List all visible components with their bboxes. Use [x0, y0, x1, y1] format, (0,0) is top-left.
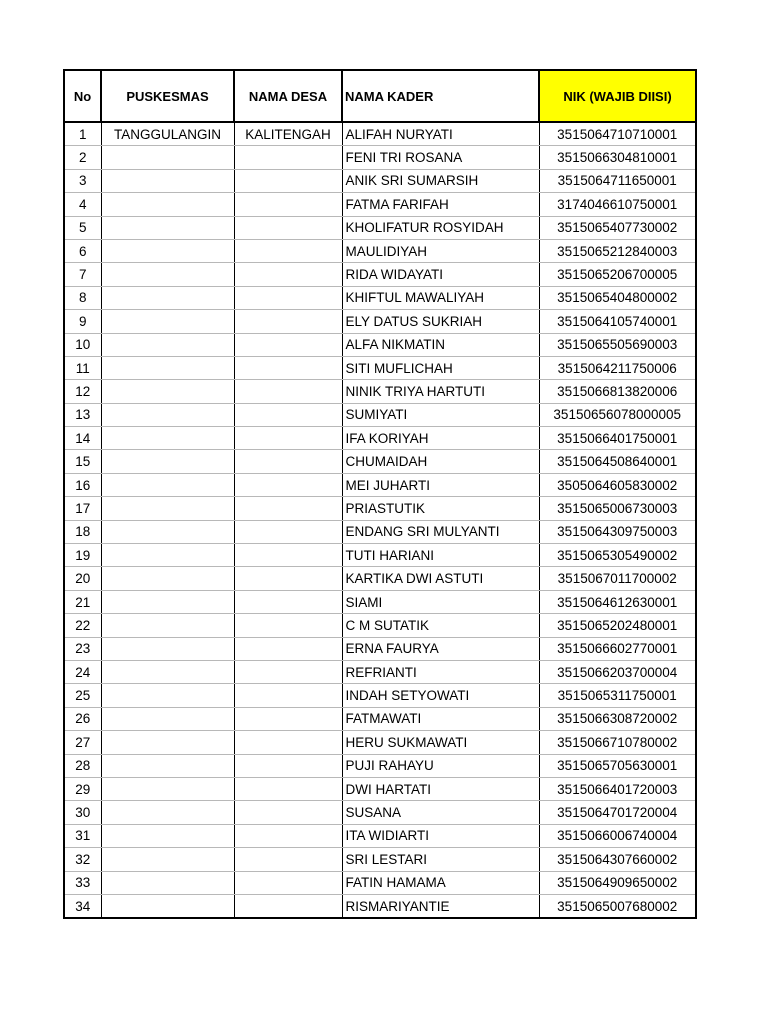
cell-puskesmas: [101, 403, 234, 426]
cell-nik: 3515064711650001: [539, 169, 696, 192]
cell-puskesmas: [101, 380, 234, 403]
table-row: [64, 520, 696, 543]
cell-no: 25: [64, 684, 101, 707]
table-row: [64, 637, 696, 660]
cell-nik: 3515066813820006: [539, 380, 696, 403]
cell-puskesmas: [101, 637, 234, 660]
cell-nama-desa: [234, 848, 342, 871]
cell-puskesmas: [101, 567, 234, 590]
cell-nik: 3515065505690003: [539, 333, 696, 356]
cell-puskesmas: [101, 193, 234, 216]
cell-no: 6: [64, 239, 101, 262]
cell-nik: 3515066401750001: [539, 427, 696, 450]
cell-nama-kader: NINIK TRIYA HARTUTI: [342, 380, 539, 403]
cell-nama-desa: [234, 450, 342, 473]
cell-nama-desa: [234, 193, 342, 216]
table-row: [64, 707, 696, 730]
cell-nik: 3515064105740001: [539, 310, 696, 333]
cell-no: 15: [64, 450, 101, 473]
table-row: [64, 380, 696, 403]
cell-nama-kader: SRI LESTARI: [342, 848, 539, 871]
table-row: [64, 801, 696, 824]
cell-nama-desa: [234, 239, 342, 262]
table-row: [64, 216, 696, 239]
table-row: [64, 894, 696, 918]
cell-nama-desa: [234, 520, 342, 543]
cell-nama-kader: DWI HARTATI: [342, 777, 539, 800]
cell-nama-desa: [234, 894, 342, 918]
cell-no: 5: [64, 216, 101, 239]
cell-nik: 3515065407730002: [539, 216, 696, 239]
table-row: [64, 731, 696, 754]
cell-nama-desa: [234, 871, 342, 894]
cell-puskesmas: [101, 848, 234, 871]
cell-no: 32: [64, 848, 101, 871]
cell-no: 17: [64, 497, 101, 520]
cell-no: 1: [64, 122, 101, 146]
cell-no: 4: [64, 193, 101, 216]
cell-nama-kader: IFA KORIYAH: [342, 427, 539, 450]
cell-no: 29: [64, 777, 101, 800]
cell-nik: 3515066006740004: [539, 824, 696, 847]
cell-nama-kader: MAULIDIYAH: [342, 239, 539, 262]
cell-no: 14: [64, 427, 101, 450]
cell-nama-desa: [234, 427, 342, 450]
cell-nama-kader: ANIK SRI SUMARSIH: [342, 169, 539, 192]
cell-nik: 3515064710710001: [539, 122, 696, 146]
cell-nama-desa: KALITENGAH: [234, 122, 342, 146]
cell-nama-kader: C M SUTATIK: [342, 614, 539, 637]
cell-nama-kader: HERU SUKMAWATI: [342, 731, 539, 754]
cell-puskesmas: [101, 731, 234, 754]
cell-nama-desa: [234, 497, 342, 520]
cell-nama-desa: [234, 614, 342, 637]
cell-no: 11: [64, 356, 101, 379]
cell-no: 28: [64, 754, 101, 777]
cell-nik: 3515064612630001: [539, 590, 696, 613]
cell-puskesmas: [101, 590, 234, 613]
cell-puskesmas: [101, 427, 234, 450]
cell-nama-kader: KHIFTUL MAWALIYAH: [342, 286, 539, 309]
cell-puskesmas: [101, 520, 234, 543]
cell-puskesmas: [101, 824, 234, 847]
cell-nama-desa: [234, 333, 342, 356]
table-row: [64, 567, 696, 590]
table-row: [64, 473, 696, 496]
cell-nama-desa: [234, 754, 342, 777]
cell-nama-kader: FATMA FARIFAH: [342, 193, 539, 216]
cell-no: 9: [64, 310, 101, 333]
cell-nama-kader: SITI MUFLICHAH: [342, 356, 539, 379]
cell-puskesmas: [101, 684, 234, 707]
table-row: [64, 684, 696, 707]
cell-nama-kader: RISMARIYANTIE: [342, 894, 539, 918]
cell-nama-kader: ENDANG SRI MULYANTI: [342, 520, 539, 543]
cell-nama-desa: [234, 637, 342, 660]
cell-no: 19: [64, 544, 101, 567]
table-row: [64, 824, 696, 847]
cell-nama-kader: ERNA FAURYA: [342, 637, 539, 660]
cell-nama-kader: CHUMAIDAH: [342, 450, 539, 473]
cell-no: 31: [64, 824, 101, 847]
cell-nik: 3515066401720003: [539, 777, 696, 800]
cell-puskesmas: [101, 707, 234, 730]
cell-puskesmas: [101, 286, 234, 309]
cell-puskesmas: [101, 356, 234, 379]
cell-nik: 3515065404800002: [539, 286, 696, 309]
cell-nama-kader: PUJI RAHAYU: [342, 754, 539, 777]
header-nama-kader: NAMA KADER: [342, 70, 539, 122]
cell-nama-desa: [234, 286, 342, 309]
cell-nik: 3515064909650002: [539, 871, 696, 894]
cell-puskesmas: [101, 216, 234, 239]
cell-puskesmas: [101, 450, 234, 473]
cell-nama-desa: [234, 146, 342, 169]
cell-nama-kader: TUTI HARIANI: [342, 544, 539, 567]
table-header: [64, 70, 696, 122]
cell-nama-kader: FENI TRI ROSANA: [342, 146, 539, 169]
cell-nama-desa: [234, 356, 342, 379]
cell-nik: 3515064211750006: [539, 356, 696, 379]
cell-nama-desa: [234, 824, 342, 847]
cell-nama-desa: [234, 777, 342, 800]
table-row: [64, 169, 696, 192]
cell-puskesmas: [101, 146, 234, 169]
cell-nama-kader: RIDA WIDAYATI: [342, 263, 539, 286]
cell-puskesmas: [101, 544, 234, 567]
cell-nama-desa: [234, 707, 342, 730]
table-row: [64, 122, 696, 146]
cell-no: 27: [64, 731, 101, 754]
cell-nama-kader: SUSANA: [342, 801, 539, 824]
table-row: [64, 450, 696, 473]
table-row: [64, 754, 696, 777]
table-row: [64, 777, 696, 800]
table-row: [64, 310, 696, 333]
cell-no: 3: [64, 169, 101, 192]
cell-nama-kader: KARTIKA DWI ASTUTI: [342, 567, 539, 590]
cell-nama-kader: SUMIYATI: [342, 403, 539, 426]
cell-nik: 3515064508640001: [539, 450, 696, 473]
cell-nik: 3174046610750001: [539, 193, 696, 216]
table-row: [64, 146, 696, 169]
cell-no: 16: [64, 473, 101, 496]
cell-nama-kader: SIAMI: [342, 590, 539, 613]
cell-puskesmas: [101, 333, 234, 356]
header-puskesmas: PUSKESMAS: [101, 70, 234, 122]
cell-nama-desa: [234, 169, 342, 192]
cell-nama-kader: ALIFAH NURYATI: [342, 122, 539, 146]
cell-no: 33: [64, 871, 101, 894]
kader-table: [63, 69, 697, 919]
cell-no: 13: [64, 403, 101, 426]
cell-nama-desa: [234, 660, 342, 683]
cell-nik: 3515064307660002: [539, 848, 696, 871]
cell-nik: 35150656078000005: [539, 403, 696, 426]
cell-no: 2: [64, 146, 101, 169]
cell-nama-kader: MEI JUHARTI: [342, 473, 539, 496]
cell-no: 18: [64, 520, 101, 543]
cell-no: 23: [64, 637, 101, 660]
table-row: [64, 614, 696, 637]
table-row: [64, 403, 696, 426]
table-row: [64, 286, 696, 309]
table-row: [64, 263, 696, 286]
header-nik: NIK (WAJIB DIISI): [539, 70, 696, 122]
cell-nama-desa: [234, 380, 342, 403]
cell-puskesmas: [101, 894, 234, 918]
cell-no: 8: [64, 286, 101, 309]
cell-nama-kader: ITA WIDIARTI: [342, 824, 539, 847]
cell-nama-kader: KHOLIFATUR ROSYIDAH: [342, 216, 539, 239]
cell-nik: 3515065006730003: [539, 497, 696, 520]
cell-nik: 3515065202480001: [539, 614, 696, 637]
cell-nama-desa: [234, 216, 342, 239]
table-row: [64, 333, 696, 356]
cell-nama-desa: [234, 567, 342, 590]
table-row: [64, 239, 696, 262]
cell-no: 12: [64, 380, 101, 403]
cell-nik: 3515066308720002: [539, 707, 696, 730]
cell-nik: 3515065206700005: [539, 263, 696, 286]
table-row: [64, 193, 696, 216]
cell-no: 34: [64, 894, 101, 918]
cell-puskesmas: [101, 801, 234, 824]
cell-nama-desa: [234, 684, 342, 707]
header-nama-desa: NAMA DESA: [234, 70, 342, 122]
cell-puskesmas: [101, 263, 234, 286]
cell-nama-kader: INDAH SETYOWATI: [342, 684, 539, 707]
cell-no: 24: [64, 660, 101, 683]
cell-nama-desa: [234, 544, 342, 567]
table-row: [64, 660, 696, 683]
cell-no: 26: [64, 707, 101, 730]
cell-nik: 3515065705630001: [539, 754, 696, 777]
cell-no: 21: [64, 590, 101, 613]
cell-nama-desa: [234, 731, 342, 754]
cell-nama-desa: [234, 473, 342, 496]
cell-puskesmas: [101, 239, 234, 262]
table-row: [64, 590, 696, 613]
cell-nik: 3505064605830002: [539, 473, 696, 496]
cell-puskesmas: [101, 754, 234, 777]
cell-no: 22: [64, 614, 101, 637]
cell-no: 20: [64, 567, 101, 590]
table-body: [64, 122, 696, 918]
cell-no: 7: [64, 263, 101, 286]
cell-nama-kader: PRIASTUTIK: [342, 497, 539, 520]
cell-puskesmas: [101, 473, 234, 496]
table-row: [64, 356, 696, 379]
cell-nik: 3515067011700002: [539, 567, 696, 590]
cell-nama-kader: REFRIANTI: [342, 660, 539, 683]
cell-nik: 3515065311750001: [539, 684, 696, 707]
cell-nik: 3515066304810001: [539, 146, 696, 169]
cell-puskesmas: [101, 310, 234, 333]
table-row: [64, 427, 696, 450]
cell-no: 30: [64, 801, 101, 824]
cell-nama-desa: [234, 801, 342, 824]
cell-nik: 3515066602770001: [539, 637, 696, 660]
cell-nama-desa: [234, 310, 342, 333]
cell-nama-kader: ELY DATUS SUKRIAH: [342, 310, 539, 333]
table-row: [64, 871, 696, 894]
cell-nik: 3515065007680002: [539, 894, 696, 918]
cell-puskesmas: [101, 777, 234, 800]
cell-nik: 3515066710780002: [539, 731, 696, 754]
header-no: No: [64, 70, 101, 122]
cell-puskesmas: TANGGULANGIN: [101, 122, 234, 146]
cell-nik: 3515065305490002: [539, 544, 696, 567]
table-row: [64, 848, 696, 871]
cell-puskesmas: [101, 497, 234, 520]
cell-nama-desa: [234, 590, 342, 613]
cell-nik: 3515065212840003: [539, 239, 696, 262]
table-row: [64, 544, 696, 567]
cell-nama-desa: [234, 403, 342, 426]
cell-nama-kader: FATIN HAMAMA: [342, 871, 539, 894]
cell-puskesmas: [101, 614, 234, 637]
cell-nik: 3515064309750003: [539, 520, 696, 543]
cell-nama-kader: FATMAWATI: [342, 707, 539, 730]
cell-nama-kader: ALFA NIKMATIN: [342, 333, 539, 356]
cell-puskesmas: [101, 660, 234, 683]
cell-nik: 3515064701720004: [539, 801, 696, 824]
cell-nama-desa: [234, 263, 342, 286]
cell-no: 10: [64, 333, 101, 356]
cell-nik: 3515066203700004: [539, 660, 696, 683]
header-row: [64, 70, 696, 122]
cell-puskesmas: [101, 169, 234, 192]
table-row: [64, 497, 696, 520]
cell-puskesmas: [101, 871, 234, 894]
